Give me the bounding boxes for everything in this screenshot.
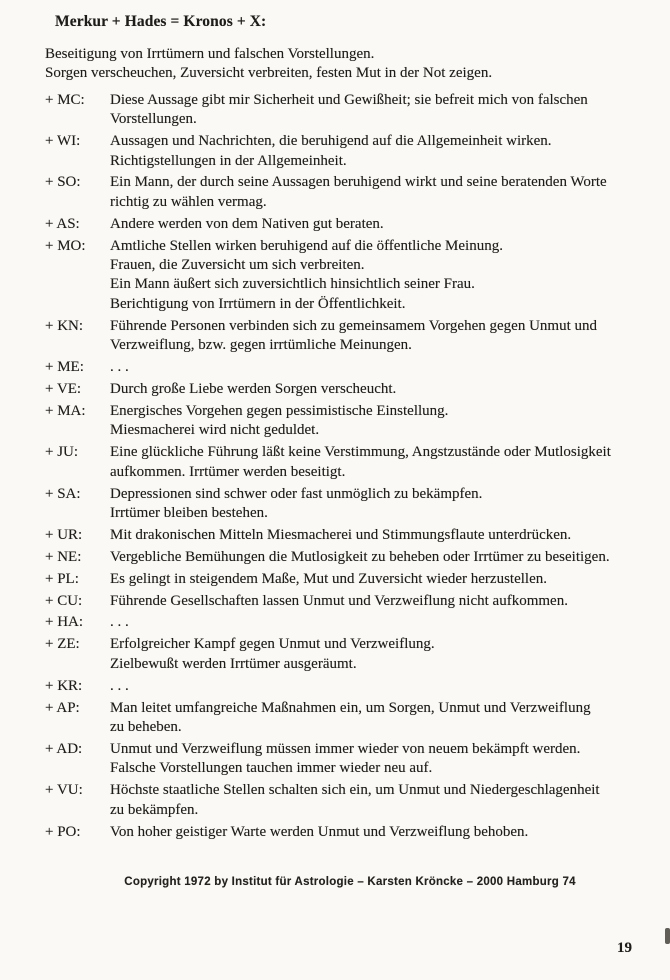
entry-text-line: richtig zu wählen vermag. — [110, 193, 267, 210]
entry-text — [110, 677, 670, 696]
entry-text — [110, 570, 670, 589]
entry-label: + UR: — [45, 526, 83, 543]
entry-label: + PL: — [45, 570, 79, 587]
entry-text-line: Unmut und Verzweiflung müssen immer wieder von neuem bekämpft werden. — [110, 740, 581, 757]
entry-label: + VU: — [45, 782, 83, 799]
entry-text — [110, 613, 670, 632]
entry-text — [110, 548, 670, 567]
entry-text-line: Depressionen sind schwer oder fast unmöglich zu bekämpfen. — [110, 485, 483, 502]
entry-text-line: Verzweiflung, bzw. gegen irrtümliche Meinungen. — [110, 337, 412, 354]
entry-text-line: Ein Mann, der durch seine Aussagen beruhigend wirkt und seine beratenden Worte — [110, 174, 607, 191]
entry-text-line: Führende Gesellschaften lassen Unmut und Verzweiflung nicht aufkommen. — [110, 592, 568, 609]
entry-row — [45, 215, 670, 234]
entry-label: + AP: — [45, 699, 80, 716]
entry-label: + JU: — [45, 444, 79, 461]
entry-row — [45, 443, 670, 482]
entry-text — [110, 215, 670, 234]
entry-text-line: Vergebliche Bemühungen die Mutlosigkeit zu beheben oder Irrtümer zu beseitigen. — [110, 548, 610, 565]
entry-text-line: Miesmacherei wird nicht geduldet. — [110, 422, 320, 439]
entry-row — [45, 526, 670, 545]
entry-row — [45, 570, 670, 589]
entry-row — [45, 823, 670, 842]
entry-label: + MC: — [45, 91, 85, 108]
intro-block — [45, 45, 670, 84]
entry-text — [110, 485, 670, 524]
entry-text-line: Richtigstellungen in der Allgemeinheit. — [110, 152, 347, 169]
entry-text-line: aufkommen. Irrtümer werden beseitigt. — [110, 463, 346, 480]
entry-row — [45, 173, 670, 212]
intro-line: Beseitigung von Irrtümern und falschen Vorstellungen. — [45, 46, 375, 62]
entry-label: + WI: — [45, 133, 81, 150]
page-heading: Merkur + Hades = Kronos + X: — [55, 13, 267, 30]
entry-text-line: Ein Mann äußert sich zuversichtlich hinsichtlich seiner Frau. — [110, 276, 475, 293]
entry-row — [45, 677, 670, 696]
page-number: 19 — [617, 940, 632, 956]
entry-text-line: Energisches Vorgehen gegen pessimistische Einstellung. — [110, 402, 449, 419]
entry-text — [110, 443, 670, 482]
entry-row — [45, 635, 670, 674]
entry-label: + SA: — [45, 485, 81, 502]
entry-label: + ME: — [45, 359, 84, 376]
entry-text — [110, 823, 670, 842]
entry-row — [45, 317, 670, 356]
entry-row — [45, 91, 670, 130]
entry-label: + KR: — [45, 677, 83, 694]
entry-text-line: Aussagen und Nachrichten, die beruhigend auf die Allgemeinheit wirken. — [110, 133, 552, 150]
intro-line: Sorgen verscheuchen, Zuversicht verbreiten, festen Mut in der Not zeigen. — [45, 65, 493, 82]
entry-label: + PO: — [45, 823, 81, 840]
entry-text — [110, 358, 670, 377]
entry-label: + KN: — [45, 317, 84, 334]
entry-text — [110, 317, 670, 356]
entry-text-line: Falsche Vorstellungen tauchen immer wieder neu auf. — [110, 760, 433, 777]
entry-row — [45, 613, 670, 632]
entry-label: + ZE: — [45, 636, 80, 653]
entry-text-line: Irrtümer bleiben bestehen. — [110, 504, 268, 521]
entry-text-line: Erfolgreicher Kampf gegen Unmut und Verzweiflung. — [110, 636, 435, 653]
entry-text — [110, 740, 670, 779]
entry-row — [45, 380, 670, 399]
entry-row — [45, 548, 670, 567]
entry-text — [110, 402, 670, 441]
entries-list — [45, 91, 670, 842]
entry-row — [45, 740, 670, 779]
entry-text-line: Führende Personen verbinden sich zu gemeinsamem Vorgehen gegen Unmut und — [110, 317, 597, 334]
entry-row — [45, 592, 670, 611]
entry-text — [110, 237, 670, 315]
entry-text-line: Diese Aussage gibt mir Sicherheit und Gewißheit; sie befreit mich von falschen — [110, 91, 588, 108]
entry-text — [110, 380, 670, 399]
entry-text-line: Mit drakonischen Mitteln Miesmacherei und Stimmungsflaute unterdrücken. — [110, 526, 572, 543]
entry-label: + VE: — [45, 381, 82, 397]
entry-label: + CU: — [45, 592, 83, 609]
entry-text-line: Zielbewußt werden Irrtümer ausgeräumt. — [110, 655, 357, 672]
entry-row — [45, 132, 670, 171]
entry-label: + AS: — [45, 215, 80, 232]
entry-text-line: Vorstellungen. — [110, 111, 197, 128]
entry-text-line: . . . — [110, 677, 129, 694]
entry-text-line: Berichtigung von Irrtümern in der Öffentlichkeit. — [110, 295, 406, 312]
entry-text-line: . . . — [110, 614, 129, 631]
entry-label: + NE: — [45, 548, 82, 565]
entry-text-line: Eine glückliche Führung läßt keine Verstimmung, Angstzustände oder Mutlosigkeit — [110, 444, 611, 461]
entry-row — [45, 781, 670, 820]
entry-text — [110, 91, 670, 130]
entry-label: + HA: — [45, 614, 84, 631]
entry-text-line: Von hoher geistiger Warte werden Unmut und Verzweiflung behoben. — [110, 823, 529, 840]
entry-label: + AD: — [45, 740, 83, 757]
entry-text-line: Durch große Liebe werden Sorgen verscheucht. — [110, 381, 397, 397]
entry-text — [110, 173, 670, 212]
entry-text-line: . . . — [110, 359, 129, 376]
entry-text — [110, 699, 670, 738]
entry-text — [110, 781, 670, 820]
entry-text-line: Frauen, die Zuversicht um sich verbreiten. — [110, 257, 365, 274]
entry-text — [110, 635, 670, 674]
entry-text-line: Man leitet umfangreiche Maßnahmen ein, um Sorgen, Unmut und Verzweiflung — [110, 699, 591, 716]
entry-text-line: Höchste staatliche Stellen schalten sich ein, um Unmut und Niedergeschlagenheit — [110, 782, 600, 799]
scan-artifact — [665, 928, 670, 944]
entry-label: + SO: — [45, 174, 81, 191]
entry-text — [110, 132, 670, 171]
entry-text-line: Es gelingt in steigendem Maße, Mut und Zuversicht wieder herzustellen. — [110, 570, 547, 587]
entry-label: + MA: — [45, 402, 86, 419]
entry-text — [110, 592, 670, 611]
entry-row — [45, 699, 670, 738]
entry-text-line: zu beheben. — [110, 719, 182, 735]
entry-text-line: zu bekämpfen. — [110, 801, 199, 818]
entry-text-line: Amtliche Stellen wirken beruhigend auf die öffentliche Meinung. — [110, 237, 503, 254]
entry-text-line: Andere werden von dem Nativen gut beraten. — [110, 215, 384, 232]
entry-text — [110, 526, 670, 545]
entry-row — [45, 485, 670, 524]
copyright-line: Copyright 1972 by Institut für Astrologie – Karsten Kröncke – 2000 Hamburg 74 — [124, 876, 576, 888]
entry-row — [45, 402, 670, 441]
entry-row — [45, 358, 670, 377]
entry-row — [45, 237, 670, 315]
entry-label: + MO: — [45, 237, 86, 254]
